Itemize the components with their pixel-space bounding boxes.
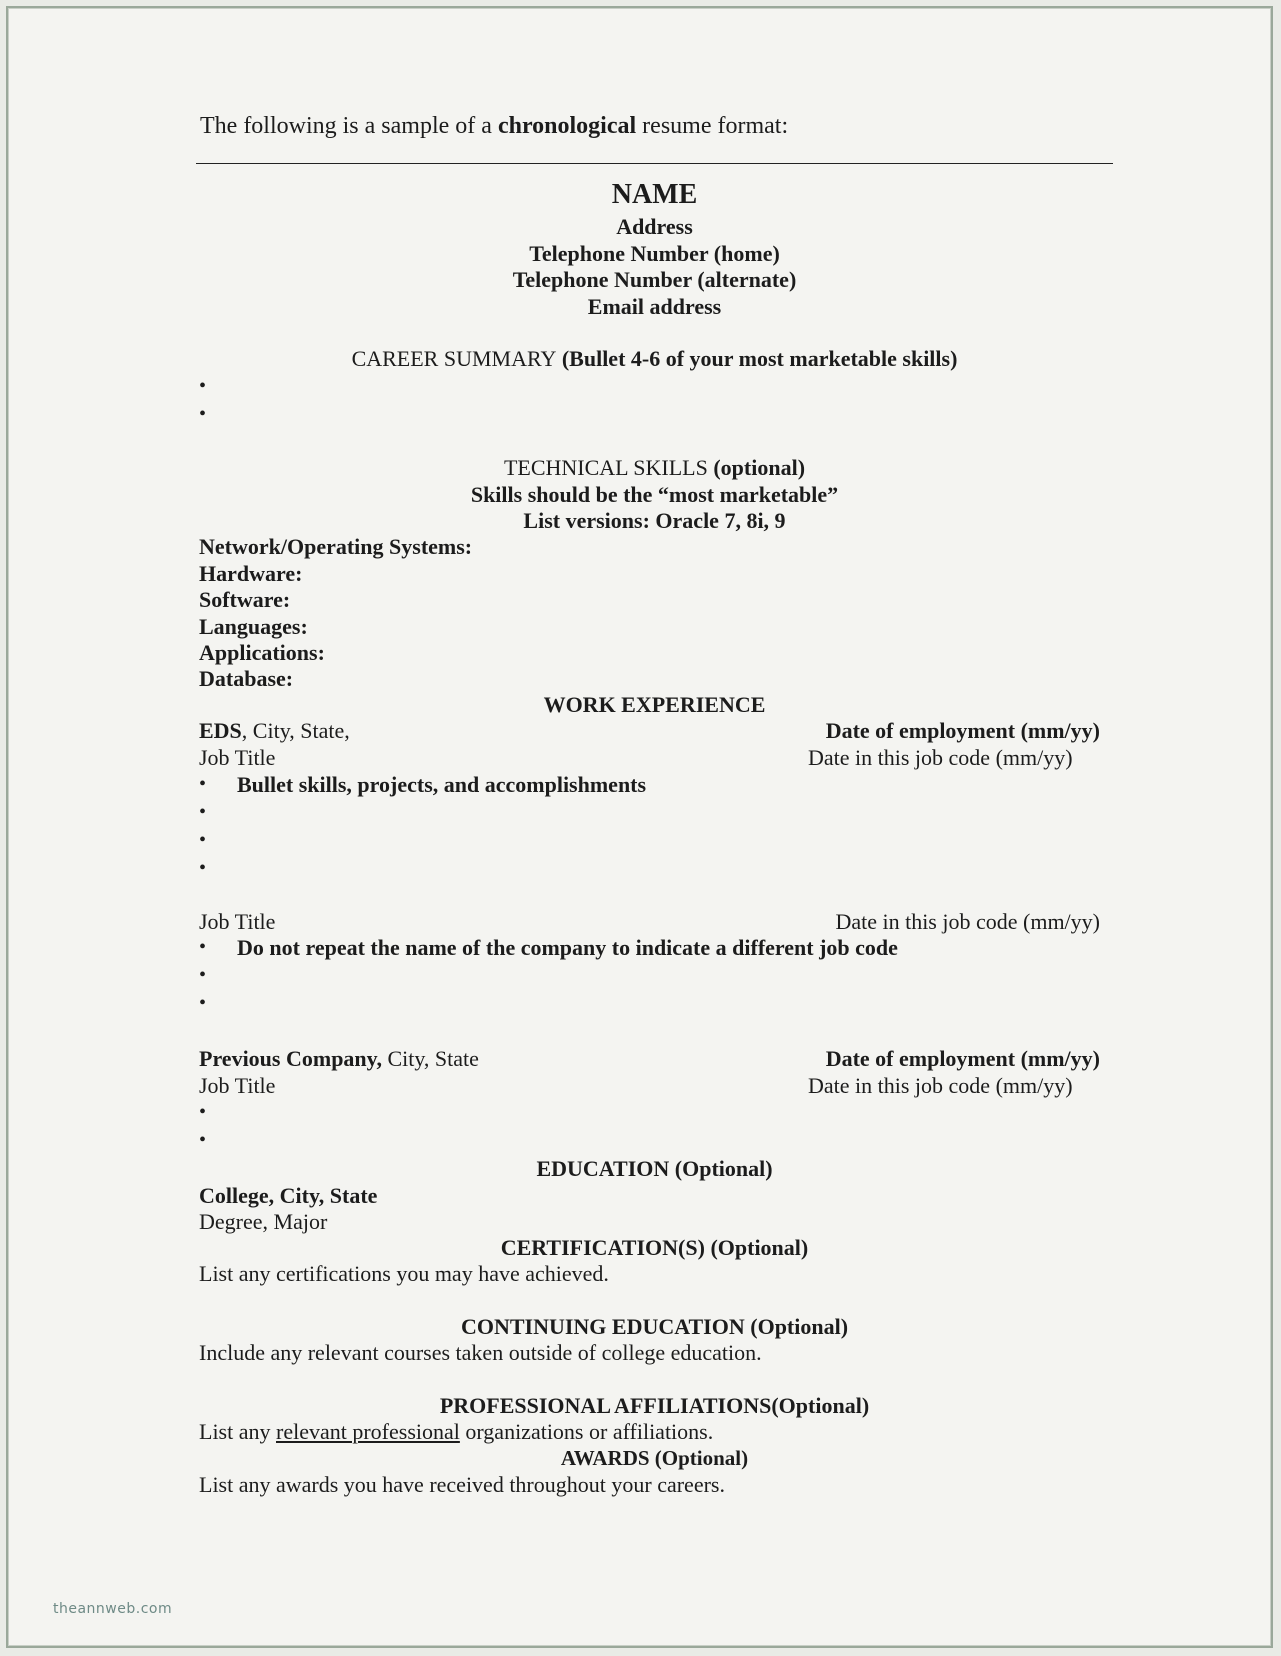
resume-phone-alt: Telephone Number (alternate) <box>512 267 797 292</box>
job2-date-code: Date in this job code (mm/yy) <box>835 909 1100 934</box>
skill-network: Network/Operating Systems: <box>199 534 473 559</box>
technical-skills-line2: List versions: Oracle 7, 8i, 9 <box>523 508 786 533</box>
resume-name: NAME <box>611 179 698 210</box>
affiliations-heading: PROFESSIONAL AFFILIATIONS(Optional) <box>439 1393 870 1418</box>
resume-phone-home: Telephone Number (home) <box>529 241 780 266</box>
bullet: • <box>199 1101 207 1123</box>
skill-applications: Applications: <box>199 640 325 665</box>
bullet: • <box>199 964 207 986</box>
document-page <box>6 6 1273 1648</box>
bullet: • <box>199 992 207 1014</box>
education-college: College, City, State <box>199 1183 378 1208</box>
affiliations-text: List any relevant professional organizations or affiliations. <box>199 1419 714 1444</box>
job1-date-code: Date in this job code (mm/yy) <box>808 745 1073 770</box>
skill-hardware: Hardware: <box>199 561 303 586</box>
job1-date-employment: Date of employment (mm/yy) <box>825 718 1100 743</box>
divider-line <box>196 163 1113 164</box>
watermark: theannweb.com <box>53 1601 173 1617</box>
bullet: • <box>199 773 207 795</box>
job2-title: Job Title <box>199 909 276 934</box>
awards-text: List any awards you have received throughout your careers. <box>199 1472 725 1497</box>
skill-languages: Languages: <box>199 614 308 639</box>
bullet: • <box>199 1129 207 1151</box>
career-summary-heading: CAREER SUMMARY (Bullet 4-6 of your most marketable skills) <box>351 346 958 371</box>
technical-skills-heading: TECHNICAL SKILLS (optional) <box>503 455 806 480</box>
bullet: • <box>199 801 207 823</box>
awards-heading: AWARDS (Optional) <box>560 1446 749 1470</box>
job3-date-code: Date in this job code (mm/yy) <box>808 1073 1073 1098</box>
job3-company: Previous Company, City, State <box>199 1046 479 1071</box>
skill-database: Database: <box>199 666 294 691</box>
certifications-heading: CERTIFICATION(S) (Optional) <box>500 1235 809 1260</box>
job1-bullet-text: Bullet skills, projects, and accomplishments <box>237 772 647 797</box>
page-inner-border <box>8 8 1271 1646</box>
job2-bullet-text: Do not repeat the name of the company to indicate a different job code <box>237 935 898 960</box>
education-degree: Degree, Major <box>199 1209 328 1234</box>
continuing-education-text: Include any relevant courses taken outside of college education. <box>199 1340 762 1365</box>
certifications-text: List any certifications you may have achieved. <box>199 1261 609 1286</box>
continuing-education-heading: CONTINUING EDUCATION (Optional) <box>460 1314 849 1339</box>
job1-title: Job Title <box>199 745 276 770</box>
bullet: • <box>199 857 207 879</box>
intro-line: The following is a sample of a chronological resume format: <box>200 113 789 139</box>
technical-skills-line1: Skills should be the “most marketable” <box>470 482 839 507</box>
job3-title: Job Title <box>199 1073 276 1098</box>
job1-company: EDS, City, State, <box>199 718 350 743</box>
bullet: • <box>199 829 207 851</box>
skill-software: Software: <box>199 587 291 612</box>
job3-date-employment: Date of employment (mm/yy) <box>825 1046 1100 1071</box>
bullet: • <box>199 375 207 397</box>
resume-address: Address <box>616 214 693 239</box>
work-experience-heading: WORK EXPERIENCE <box>543 692 766 717</box>
resume-email: Email address <box>587 294 722 319</box>
bullet: • <box>199 403 207 425</box>
bullet: • <box>199 936 207 958</box>
education-heading: EDUCATION (Optional) <box>536 1156 773 1181</box>
